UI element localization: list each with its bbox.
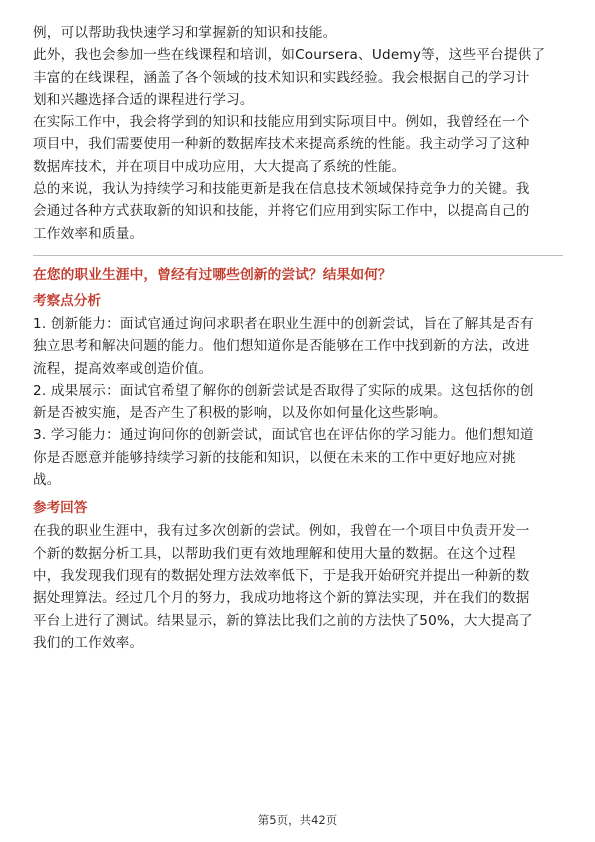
page-number: 第5页，共42页 (257, 813, 338, 827)
text-line: 在我的职业生涯中，我有过多次创新的尝试。例如，我曾在一个项目中负责开发一 (33, 523, 530, 540)
intro-paragraph-3 (33, 178, 563, 245)
text-line: 划和兴趣选择合适的课程进行学习。 (33, 91, 254, 108)
text-line: 据处理算法。经过几个月的努力，我成功地将这个新的算法实现，并在我们的数据 (33, 590, 530, 607)
page-content (33, 22, 563, 654)
analysis-point-2 (33, 380, 563, 425)
text-line: 例，可以帮助我快速学习和掌握新的知识和技能。 (33, 25, 337, 41)
text-line: 平台上进行了测试。结果显示，新的算法比我们之前的方法快了50%，大大提高了 (33, 612, 533, 629)
text-line: 中，我发现我们现有的数据处理方法效率低下，于是我开始研究并提出一种新的数 (33, 567, 530, 584)
intro-paragraph-1 (33, 44, 563, 111)
text-line: 丰富的在线课程，涵盖了各个领域的技术知识和实践经验。我会根据自己的学习计 (33, 69, 530, 86)
answer-paragraph (33, 520, 563, 654)
text-line: 新是否被实施，是否产生了积极的影响，以及你如何量化这些影响。 (33, 405, 447, 422)
text-line: 你是否愿意并能够持续学习新的技能和知识，以便在未来的工作中更好地应对挑 (33, 449, 516, 466)
question-heading: 在您的职业生涯中，曾经有过哪些创新的尝试？结果如何？ (33, 266, 392, 283)
text-line: 3. 学习能力：通过询问你的创新尝试，面试官也在评估你的学习能力。他们想知道 (33, 427, 534, 444)
text-line: 战。 (33, 472, 61, 489)
text-line: 独立思考和解决问题的能力。他们想知道你是否能够在工作中找到新的方法，改进 (33, 338, 530, 355)
answer-title: 参考回答 (33, 500, 88, 517)
text-line: 流程，提高效率或创造价值。 (33, 360, 213, 377)
text-line: 个新的数据分析工具，以帮助我们更有效地理解和使用大量的数据。在这个过程 (33, 545, 516, 562)
text-line: 工作效率和质量。 (33, 225, 144, 242)
text-line: 1. 创新能力：面试官通过询问求职者在职业生涯中的创新尝试，旨在了解其是否有 (33, 315, 534, 332)
intro-paragraph-2 (33, 111, 563, 178)
text-line: 我们的工作效率。 (33, 634, 144, 651)
text-line: 总的来说，我认为持续学习和技能更新是我在信息技术领域保持竞争力的关键。我 (33, 181, 530, 198)
text-line: 2. 成果展示：面试官希望了解你的创新尝试是否取得了实际的成果。这包括你的创 (33, 382, 534, 399)
text-line: 此外，我也会参加一些在线课程和培训，如Coursera、Udemy等，这些平台提供了 (33, 47, 546, 64)
text-line: 数据库技术，并在项目中成功应用，大大提高了系统的性能。 (33, 158, 406, 175)
text-line: 项目中，我们需要使用一种新的数据库技术来提高系统的性能。我主动学习了这种 (33, 136, 530, 153)
intro-paragraph-0 (33, 22, 563, 44)
text-line: 会通过各种方式获取新的知识和技能，并将它们应用到实际工作中，以提高自己的 (33, 203, 530, 220)
text-line: 在实际工作中，我会将学到的知识和技能应用到实际项目中。例如，我曾经在一个 (33, 114, 530, 131)
analysis-point-3 (33, 424, 563, 491)
analysis-title: 考察点分析 (33, 292, 101, 309)
section-divider (33, 255, 563, 256)
analysis-point-1 (33, 313, 563, 380)
